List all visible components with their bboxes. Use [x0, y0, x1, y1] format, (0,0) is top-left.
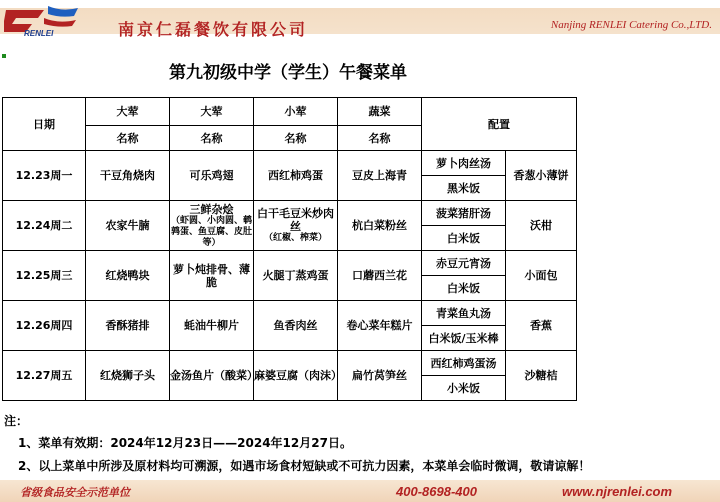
dish-soup: 西红柿鸡蛋汤: [422, 351, 506, 376]
date-header: 日期: [3, 98, 86, 151]
header-banner: [0, 0, 720, 42]
table-row: [3, 201, 577, 226]
dish-main1: 红烧狮子头: [86, 351, 170, 401]
footer-slogan: 省级食品安全示范单位: [20, 486, 130, 499]
col-header-main1: 大荤: [86, 98, 170, 126]
dish-soup: 萝卜肉丝汤: [422, 151, 506, 176]
dish-minor: 火腿丁蒸鸡蛋: [254, 251, 338, 301]
day-date: 12.24周二: [3, 201, 86, 251]
dish-main2-detail: （虾圆、小肉圆、鹌鹑蛋、鱼豆腐、皮肚等）: [170, 215, 252, 248]
footer-phone: 400-8698-400: [396, 484, 477, 499]
menu-table: [2, 97, 577, 401]
dish-minor-detail: （红椒、榨菜）: [263, 233, 327, 243]
day-date: 12.23周一: [3, 151, 86, 201]
dish-extra: 小面包: [506, 251, 577, 301]
dish-veg: 卷心菜年糕片: [338, 301, 422, 351]
table-row: [3, 151, 577, 176]
dish-main2: [170, 201, 254, 251]
notes-label: 注：: [4, 414, 29, 428]
dish-main1: 红烧鸭块: [86, 251, 170, 301]
col-header-minor: 小荤: [254, 98, 338, 126]
subheader-name: 名称: [170, 126, 254, 151]
dish-main2-name: 三鲜杂烩: [189, 202, 234, 216]
dish-rice: 白米饭: [422, 276, 506, 301]
dish-extra: 沃柑: [506, 201, 577, 251]
menu-title: 第九初级中学（学生）午餐菜单: [169, 63, 407, 83]
company-logo: [4, 2, 82, 38]
dish-extra: 香蕉: [506, 301, 577, 351]
day-date: 12.25周三: [3, 251, 86, 301]
dish-minor: 西红柿鸡蛋: [254, 151, 338, 201]
dish-main1: 干豆角烧肉: [86, 151, 170, 201]
dish-soup: 青菜鱼丸汤: [422, 301, 506, 326]
dish-rice: 白米饭/玉米棒: [422, 326, 506, 351]
subheader-name: 名称: [86, 126, 170, 151]
dish-rice: 小米饭: [422, 376, 506, 401]
dish-main1: 农家牛腩: [86, 201, 170, 251]
dish-soup: 赤豆元宵汤: [422, 251, 506, 276]
subheader-name: 名称: [338, 126, 422, 151]
note-disclaimer: 2、以上菜单中所涉及原材料均可溯源，如遇市场食材短缺或不可抗力因素，本菜单会临时微调，敬请谅解！: [18, 459, 591, 473]
company-name-en: Nanjing RENLEI Catering Co.,LTD.: [550, 19, 712, 31]
day-date: 12.26周四: [3, 301, 86, 351]
dish-main2: 蚝油牛柳片: [170, 301, 254, 351]
dish-main2: 萝卜炖排骨、薄脆: [170, 251, 254, 301]
dish-main1: 香酥猪排: [86, 301, 170, 351]
footer-banner: [0, 480, 720, 502]
col-header-main2: 大荤: [170, 98, 254, 126]
header-row: [3, 98, 577, 126]
col-header-side: 配置: [422, 98, 577, 151]
logo-text: RENLEI: [24, 29, 54, 38]
dish-veg: 口蘑西兰花: [338, 251, 422, 301]
day-date: 12.27周五: [3, 351, 86, 401]
dish-minor-name: 白干毛豆米炒肉丝: [257, 207, 334, 233]
dish-minor: [254, 201, 338, 251]
footer-website: www.njrenlei.com: [562, 484, 673, 499]
dish-main2: 金汤鱼片（酸菜）: [170, 351, 254, 401]
dish-veg: 杭白菜粉丝: [338, 201, 422, 251]
table-row: [3, 251, 577, 276]
dish-main2: 可乐鸡翅: [170, 151, 254, 201]
dish-rice: 白米饭: [422, 226, 506, 251]
note-validity: 1、菜单有效期：2024年12月23日——2024年12月27日。: [18, 436, 352, 450]
col-header-veg: 蔬菜: [338, 98, 422, 126]
dish-soup: 菠菜猪肝汤: [422, 201, 506, 226]
subheader-name: 名称: [254, 126, 338, 151]
dish-veg: 豆皮上海青: [338, 151, 422, 201]
company-name-cn: 南京仁磊餐饮有限公司: [118, 20, 309, 39]
dish-rice: 黑米饭: [422, 176, 506, 201]
dish-minor: 麻婆豆腐（肉沫）: [254, 351, 338, 401]
table-row: [3, 301, 577, 326]
dish-extra: 沙糖桔: [506, 351, 577, 401]
dish-minor: 鱼香肉丝: [254, 301, 338, 351]
table-row: [3, 351, 577, 376]
dish-veg: 扁竹莴笋丝: [338, 351, 422, 401]
dish-extra: 香葱小薄饼: [506, 151, 577, 201]
